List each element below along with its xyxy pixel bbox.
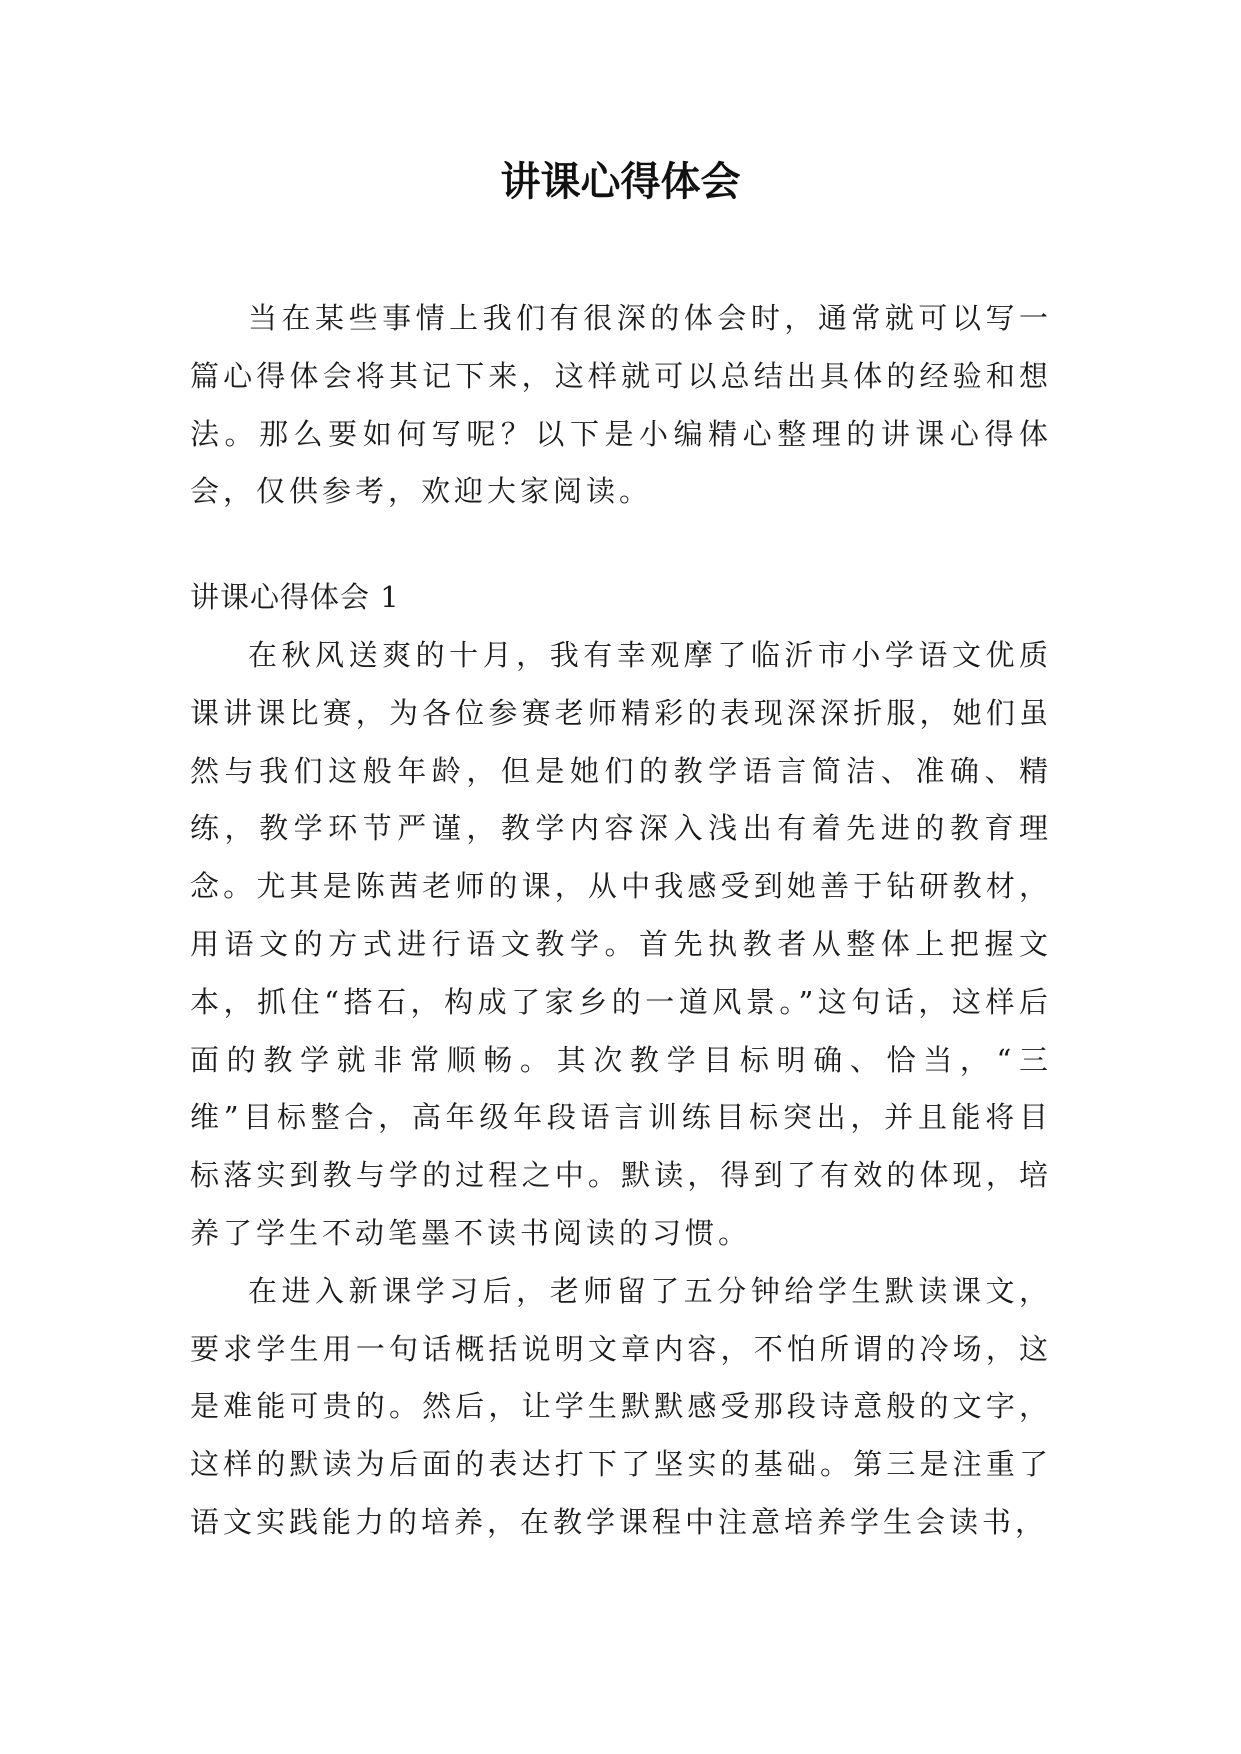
body-paragraph-1: 在秋风送爽的十月，我有幸观摩了临沂市小学语文优质课讲课比赛，为各位参赛老师精彩的表现深深折服，她们虽然与我们这般年龄，但是她们的教学语言简洁、准确、精练，教学环节严谨，教学内容深入浅出有着先进的教育理念。尤其是陈茜老师的课，从中我感受到她善于钻研教材，用语文的方式进行语文教学。首先执教者从整体上把握文本，抓住“搭石，构成了家乡的一道风景。”这句话，这样后面的教学就非常顺畅。其次教学目标明确、恰当，“三维”目标整合，高年级年段语言训练目标突出，并且能将目标落实到教与学的过程之中。默读，得到了有效的体现，培养了学生不动笔墨不读书阅读的习惯。: [190, 637, 1052, 1250]
intro-paragraph: 当在某些事情上我们有很深的体会时，通常就可以写一篇心得体会将其记下来，这样就可以总结出具体的经验和想法。那么要如何写呢？以下是小编精心整理的讲课心得体会，仅供参考，欢迎大家阅读。: [190, 301, 1052, 509]
document-title: 讲课心得体会: [500, 159, 741, 205]
paragraph-spacer: [190, 521, 1052, 569]
body-paragraph-2: 在进入新课学习后，老师留了五分钟给学生默读课文，要求学生用一句话概括说明文章内容，不怕所谓的冷场，这是难能可贵的。然后，让学生默默感受那段诗意般的文字，这样的默读为后面的表达打下了坚实的基础。第三是注重了语文实践能力的培养，在教学课程中注意培养学生会读书，: [190, 1273, 1052, 1539]
document-body: [190, 290, 1052, 1552]
section-heading: 讲课心得体会 1: [190, 580, 400, 615]
